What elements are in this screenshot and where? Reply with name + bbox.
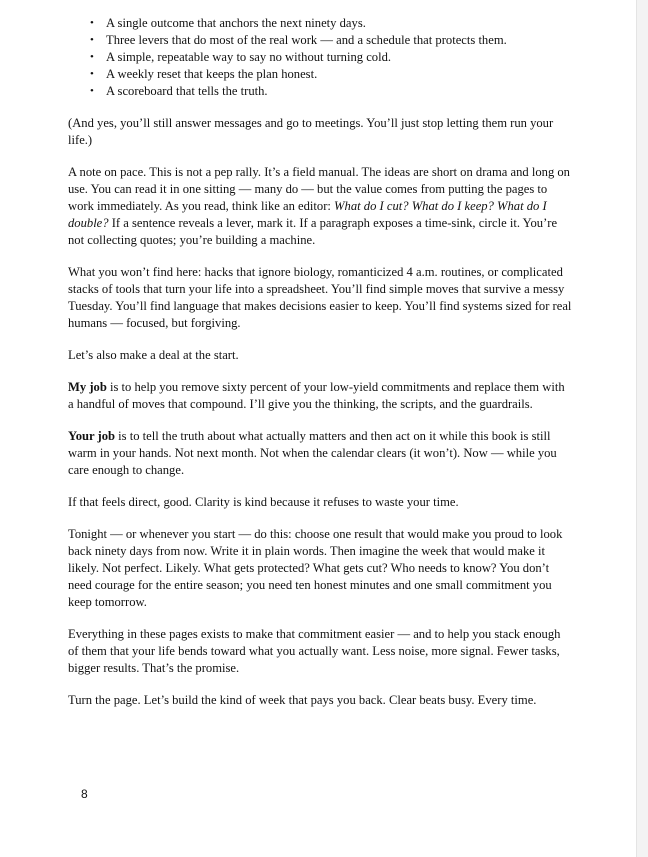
bullet-icon: •: [90, 85, 94, 97]
paragraph-pace: A note on pace. This is not a pep rally. It’s a field manual. The ideas are short on drama and long on use. You can read it in one sitting — many do — but the value comes from putting the pages to work immediately. As you read, think like an editor: What do I cut? What do I keep? What do I double? If a sentence reveals a lever, mark it. If a paragraph exposes a time-sink, circle it. You’re not collecting quotes; you’re building a machine.: [68, 165, 570, 247]
your-job-label: Your job: [68, 429, 116, 443]
editor-questions: What do I cut? What do I keep? What do I double?: [68, 199, 547, 230]
page-number: 8: [81, 787, 88, 801]
paragraph-deal: Let’s also make a deal at the start.: [68, 348, 239, 362]
bullet-icon: •: [90, 17, 94, 29]
paragraph-tonight: Tonight — or whenever you start — do this: choose one result that would make you proud to look back ninety days from now. Write it in plain words. Then imagine the week that would make it likely. Not perfect. Likely. What gets protected? What gets cut? Who needs to know? You don’t need courage for the entire season; you need ten honest minutes and one small commitment you keep tomorrow.: [68, 527, 563, 609]
bullet-icon: •: [90, 68, 94, 80]
paragraph-clarity: If that feels direct, good. Clarity is kind because it refuses to waste your time.: [68, 495, 459, 509]
paragraph-turn-page: Turn the page. Let’s build the kind of week that pays you back. Clear beats busy. Every time.: [68, 693, 537, 707]
paragraph-your-job: Your job is to tell the truth about what actually matters and then act on it while this book is still warm in your hands. Not next month. Not when the calendar clears (it won’t). Now — while you care enough to change.: [68, 429, 557, 477]
page-body: [68, 15, 573, 724]
bullet-icon: •: [90, 34, 94, 46]
list-item: • A single outcome that anchors the next ninety days.: [90, 16, 366, 30]
bullet-list: [68, 15, 573, 100]
paragraph-what-not: What you won’t find here: hacks that ignore biology, romanticized 4 a.m. routines, or complicated stacks of tools that turn your life into a spreadsheet. You’ll find simple moves that survive a messy Tuesday. You’ll find language that makes decisions easier to keep. You’ll find systems sized for real humans — focused, but forgiving.: [68, 265, 572, 330]
my-job-label: My job: [68, 380, 107, 394]
bullet-icon: •: [90, 51, 94, 63]
list-item: • Three levers that do most of the real work — and a schedule that protects them.: [90, 33, 507, 47]
paragraph-aside: (And yes, you’ll still answer messages and go to meetings. You’ll just stop letting them run your life.): [68, 116, 554, 147]
list-item: • A weekly reset that keeps the plan honest.: [90, 67, 318, 81]
list-item: • A scoreboard that tells the truth.: [90, 84, 268, 98]
paragraph-my-job: My job is to help you remove sixty percent of your low-yield commitments and replace them with a handful of moves that compound. I’ll give you the thinking, the scripts, and the guardrails.: [68, 380, 565, 411]
page-edge: [636, 0, 648, 857]
paragraph-promise: Everything in these pages exists to make that commitment easier — and to help you stack enough of them that your life bends toward what you actually want. Less noise, more signal. Fewer tasks, bigger results. That’s the promise.: [68, 627, 561, 675]
list-item: • A simple, repeatable way to say no without turning cold.: [90, 50, 392, 64]
